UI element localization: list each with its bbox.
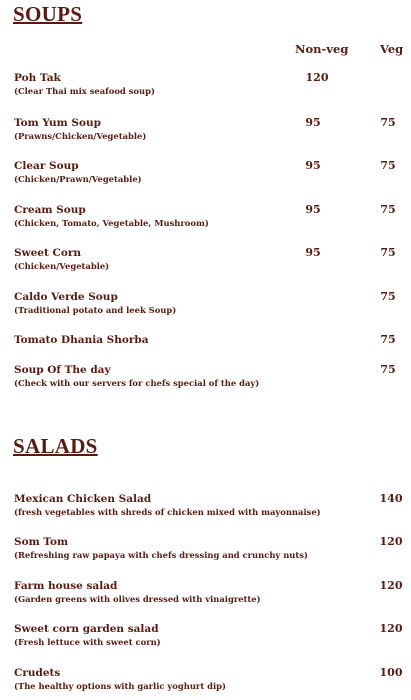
soup-nonveg-price: 95 <box>305 246 321 259</box>
salad-price: 120 <box>379 535 403 548</box>
soup-veg-price: 75 <box>380 203 396 216</box>
soup-veg-price: 75 <box>380 246 396 259</box>
salad-item-name: Farm house salad <box>14 580 118 592</box>
salad-item-name: Sweet corn garden salad <box>14 623 159 635</box>
salad-item <box>14 579 394 605</box>
soup-nonveg-price: 120 <box>305 71 329 84</box>
salad-price: 120 <box>379 622 403 635</box>
soup-item <box>14 333 394 347</box>
column-header-veg: Veg <box>380 42 404 56</box>
salad-item-description: (Refreshing raw papaya with chefs dressing and crunchy nuts) <box>14 550 308 560</box>
soup-veg-price: 75 <box>380 159 396 172</box>
soup-item <box>14 116 394 142</box>
soup-nonveg-price: 95 <box>305 159 321 172</box>
soup-veg-price: 75 <box>380 290 396 303</box>
salad-item <box>14 535 394 561</box>
soup-item-description: (Chicken, Tomato, Vegetable, Mushroom) <box>14 218 209 228</box>
soup-item-description: (Chicken/Prawn/Vegetable) <box>14 174 142 184</box>
salads-heading: SALADS <box>13 434 98 458</box>
salad-price: 140 <box>379 492 403 505</box>
soup-item <box>14 290 394 316</box>
salad-item <box>14 492 394 518</box>
salad-item <box>14 666 394 692</box>
soup-item <box>14 71 394 97</box>
soup-item-name: Soup Of The day <box>14 364 111 376</box>
soup-item-name: Poh Tak <box>14 72 61 84</box>
soup-item <box>14 203 394 229</box>
salad-item-name: Som Tom <box>14 536 69 548</box>
soup-veg-price: 75 <box>380 116 396 129</box>
soup-nonveg-price: 95 <box>305 116 321 129</box>
soup-nonveg-price: 95 <box>305 203 321 216</box>
salad-price: 120 <box>379 579 403 592</box>
soup-item-description: (Prawns/Chicken/Vegetable) <box>14 131 147 141</box>
soups-heading: SOUPS <box>13 2 83 26</box>
soup-item-description: (Clear Thai mix seafood soup) <box>14 86 155 96</box>
salad-item <box>14 622 394 648</box>
soup-item-name: Clear Soup <box>14 160 79 172</box>
soup-item <box>14 159 394 185</box>
salad-item-description: (Fresh lettuce with sweet corn) <box>14 637 161 647</box>
salad-price: 100 <box>379 666 403 679</box>
salad-item-description: (fresh vegetables with shreds of chicken mixed with mayonnaise) <box>14 507 321 517</box>
soup-item-name: Tom Yum Soup <box>14 117 101 129</box>
soup-veg-price: 75 <box>380 363 396 376</box>
soup-item <box>14 246 394 272</box>
salad-item-description: (Garden greens with olives dressed with vinaigrette) <box>14 594 261 604</box>
salad-item-name: Crudets <box>14 667 61 679</box>
soup-item-name: Caldo Verde Soup <box>14 291 118 303</box>
soup-item-description: (Chicken/Vegetable) <box>14 261 110 271</box>
soup-item-name: Cream Soup <box>14 204 86 216</box>
soup-veg-price: 75 <box>380 333 396 346</box>
soup-item-name: Sweet Corn <box>14 247 82 259</box>
soup-item <box>14 363 394 389</box>
soup-item-name: Tomato Dhania Shorba <box>14 334 149 346</box>
soup-item-description: (Traditional potato and leek Soup) <box>14 305 177 315</box>
salad-item-description: (The healthy options with garlic yoghurt dip) <box>14 681 226 691</box>
column-header-nonveg: Non-veg <box>295 42 349 56</box>
soup-item-description: (Check with our servers for chefs special of the day) <box>14 378 260 388</box>
salad-item-name: Mexican Chicken Salad <box>14 493 152 505</box>
